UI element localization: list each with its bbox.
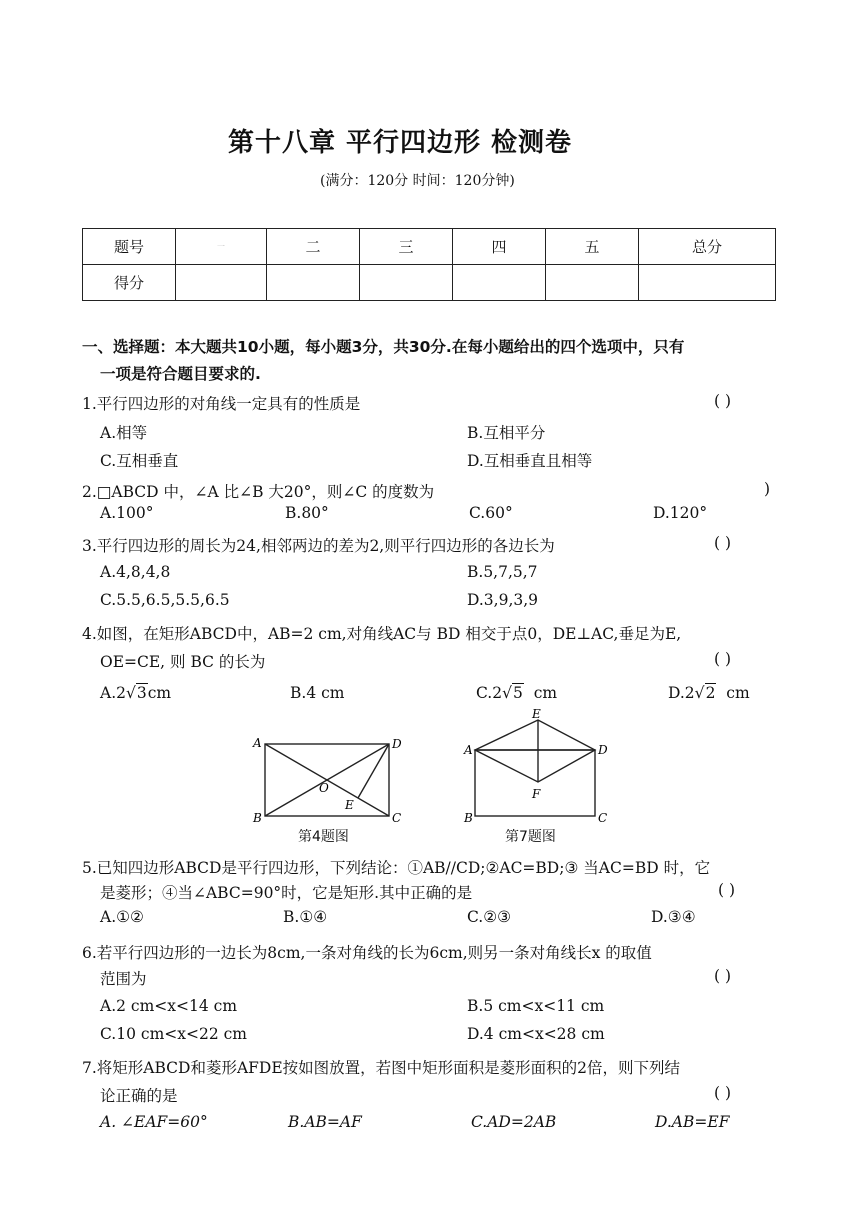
table-cell: 总分: [639, 229, 776, 265]
table-cell: 五: [546, 229, 639, 265]
answer-bracket: ( ): [714, 1084, 732, 1102]
section-heading-line: 一、选择题：本大题共10小题，每小题3分，共30分.在每小题给出的四个选项中，只有: [82, 338, 685, 356]
option-a: A.100°: [100, 504, 154, 522]
radical-sign: √: [502, 684, 512, 702]
point-label: F: [532, 787, 541, 801]
table-cell: 一: [176, 229, 267, 265]
option-a: A. ∠EAF=60°: [100, 1113, 208, 1131]
section-heading: [82, 334, 782, 388]
question-stem: 1.平行四边形的对角线一定具有的性质是: [82, 395, 361, 413]
question-stem: 6.若平行四边形的一边长为8cm,一条对角线的长为6cm,则另一条对角线长x 的取值: [82, 944, 652, 962]
table-cell: 二: [267, 229, 360, 265]
answer-bracket: ( ): [718, 881, 736, 899]
option-d-unit: cm: [726, 684, 750, 702]
question-stem: 5.已知四边形ABCD是平行四边形，下列结论：①AB//CD;②AC=BD;③ 当AC=BD 时，它: [82, 859, 711, 877]
point-label: A: [464, 743, 473, 757]
rhombus-afde: [475, 720, 595, 782]
question-stem: 2.□ABCD 中，∠A 比∠B 大20°，则∠C 的度数为: [82, 483, 435, 501]
option-d: D.互相垂直且相等: [467, 452, 593, 470]
option-b: B.5,7,5,7: [467, 563, 538, 581]
option-b: B.①④: [283, 908, 328, 926]
point-label: B: [464, 811, 473, 824]
answer-bracket: ( ): [714, 392, 732, 410]
exam-info: (满分：120分 时间：120分钟): [320, 173, 515, 189]
option-d: D.③④: [651, 908, 696, 926]
option-d: D.4 cm<x<28 cm: [467, 1025, 605, 1043]
option-a: A.4,8,4,8: [100, 563, 171, 581]
option-c: C.60°: [469, 504, 513, 522]
option-c: C.AD=2AB: [471, 1113, 557, 1131]
option-c-prefix: C.2: [476, 684, 503, 702]
option-b: B.80°: [285, 504, 329, 522]
point-label: C: [392, 811, 402, 824]
option-a: [100, 684, 171, 702]
option-a: A.相等: [100, 424, 148, 442]
point-label: D: [392, 737, 402, 751]
point-label: E: [532, 707, 541, 721]
radicand: 2: [705, 684, 716, 702]
score-cell[interactable]: [453, 265, 546, 301]
table-cell: 得分: [83, 265, 176, 301]
option-b: B.5 cm<x<11 cm: [467, 997, 605, 1015]
segment-de: [358, 744, 389, 798]
score-cell[interactable]: [267, 265, 360, 301]
section-heading-line: 一项是符合题目要求的.: [100, 365, 261, 383]
question-stem: 3.平行四边形的周长为24,相邻两边的差为2,则平行四边形的各边长为: [82, 537, 555, 555]
question-stem: 7.将矩形ABCD和菱形AFDE按如图放置，若图中矩形面积是菱形面积的2倍，则下列结: [82, 1059, 681, 1077]
figure-caption: 第4题图: [298, 829, 349, 845]
score-cell[interactable]: [639, 265, 776, 301]
option-c: C.②③: [467, 908, 512, 926]
option-a-prefix: A.2: [100, 684, 126, 702]
answer-bracket: ( ): [714, 650, 732, 668]
score-table: [82, 228, 776, 301]
option-c: C.互相垂直: [100, 452, 179, 470]
radicand: 3: [136, 684, 147, 702]
option-d: D.AB=EF: [655, 1113, 730, 1131]
option-b: B.互相平分: [467, 424, 546, 442]
option-c: [476, 684, 557, 702]
option-a: A.①②: [100, 908, 144, 926]
question-stem: 是菱形；④当∠ABC=90°时，它是矩形.其中正确的是: [100, 884, 473, 902]
point-label: O: [319, 781, 329, 795]
option-b: B.AB=AF: [288, 1113, 362, 1131]
point-label: A: [253, 736, 262, 750]
option-c: C.5.5,6.5,5.5,6.5: [100, 591, 230, 609]
answer-bracket: ): [764, 480, 771, 498]
table-cell: 三: [360, 229, 453, 265]
table-row: [83, 229, 776, 265]
answer-bracket: ( ): [714, 534, 732, 552]
option-a: A.2 cm<x<14 cm: [100, 997, 238, 1015]
option-d: D.120°: [653, 504, 708, 522]
radical-sign: √: [694, 684, 705, 702]
point-label: B: [253, 811, 262, 824]
figure-caption: 第7题图: [505, 829, 556, 845]
table-row: [83, 265, 776, 301]
score-cell[interactable]: [360, 265, 453, 301]
option-d-prefix: D.2: [668, 684, 695, 702]
option-c: C.10 cm<x<22 cm: [100, 1025, 248, 1043]
question-stem: OE=CE, 则 BC 的长为: [100, 653, 266, 671]
question-stem: 范围为: [100, 970, 147, 988]
point-label: D: [598, 743, 608, 757]
question-stem: 4.如图，在矩形ABCD中，AB=2 cm,对角线AC与 BD 相交于点0，DE⊥AC,垂足为E,: [82, 625, 682, 643]
table-cell: 题号: [83, 229, 176, 265]
table-cell: 四: [453, 229, 546, 265]
radical-sign: √: [125, 684, 136, 702]
radicand: 5: [513, 684, 523, 702]
figure-4-rectangle: [248, 728, 418, 824]
option-d: [668, 684, 750, 702]
score-cell[interactable]: [176, 265, 267, 301]
answer-bracket: ( ): [714, 967, 732, 985]
figure-7-rectangle-rhombus: [462, 706, 612, 824]
question-stem: 论正确的是: [100, 1087, 178, 1105]
score-cell[interactable]: [546, 265, 639, 301]
page-title: 第十八章 平行四边形 检测卷: [227, 128, 573, 158]
option-d: D.3,9,3,9: [467, 591, 539, 609]
option-c-unit: cm: [533, 684, 558, 702]
point-label: E: [345, 798, 354, 812]
option-b: B.4 cm: [290, 684, 345, 702]
point-label: C: [598, 811, 608, 824]
option-a-unit: cm: [147, 684, 172, 702]
